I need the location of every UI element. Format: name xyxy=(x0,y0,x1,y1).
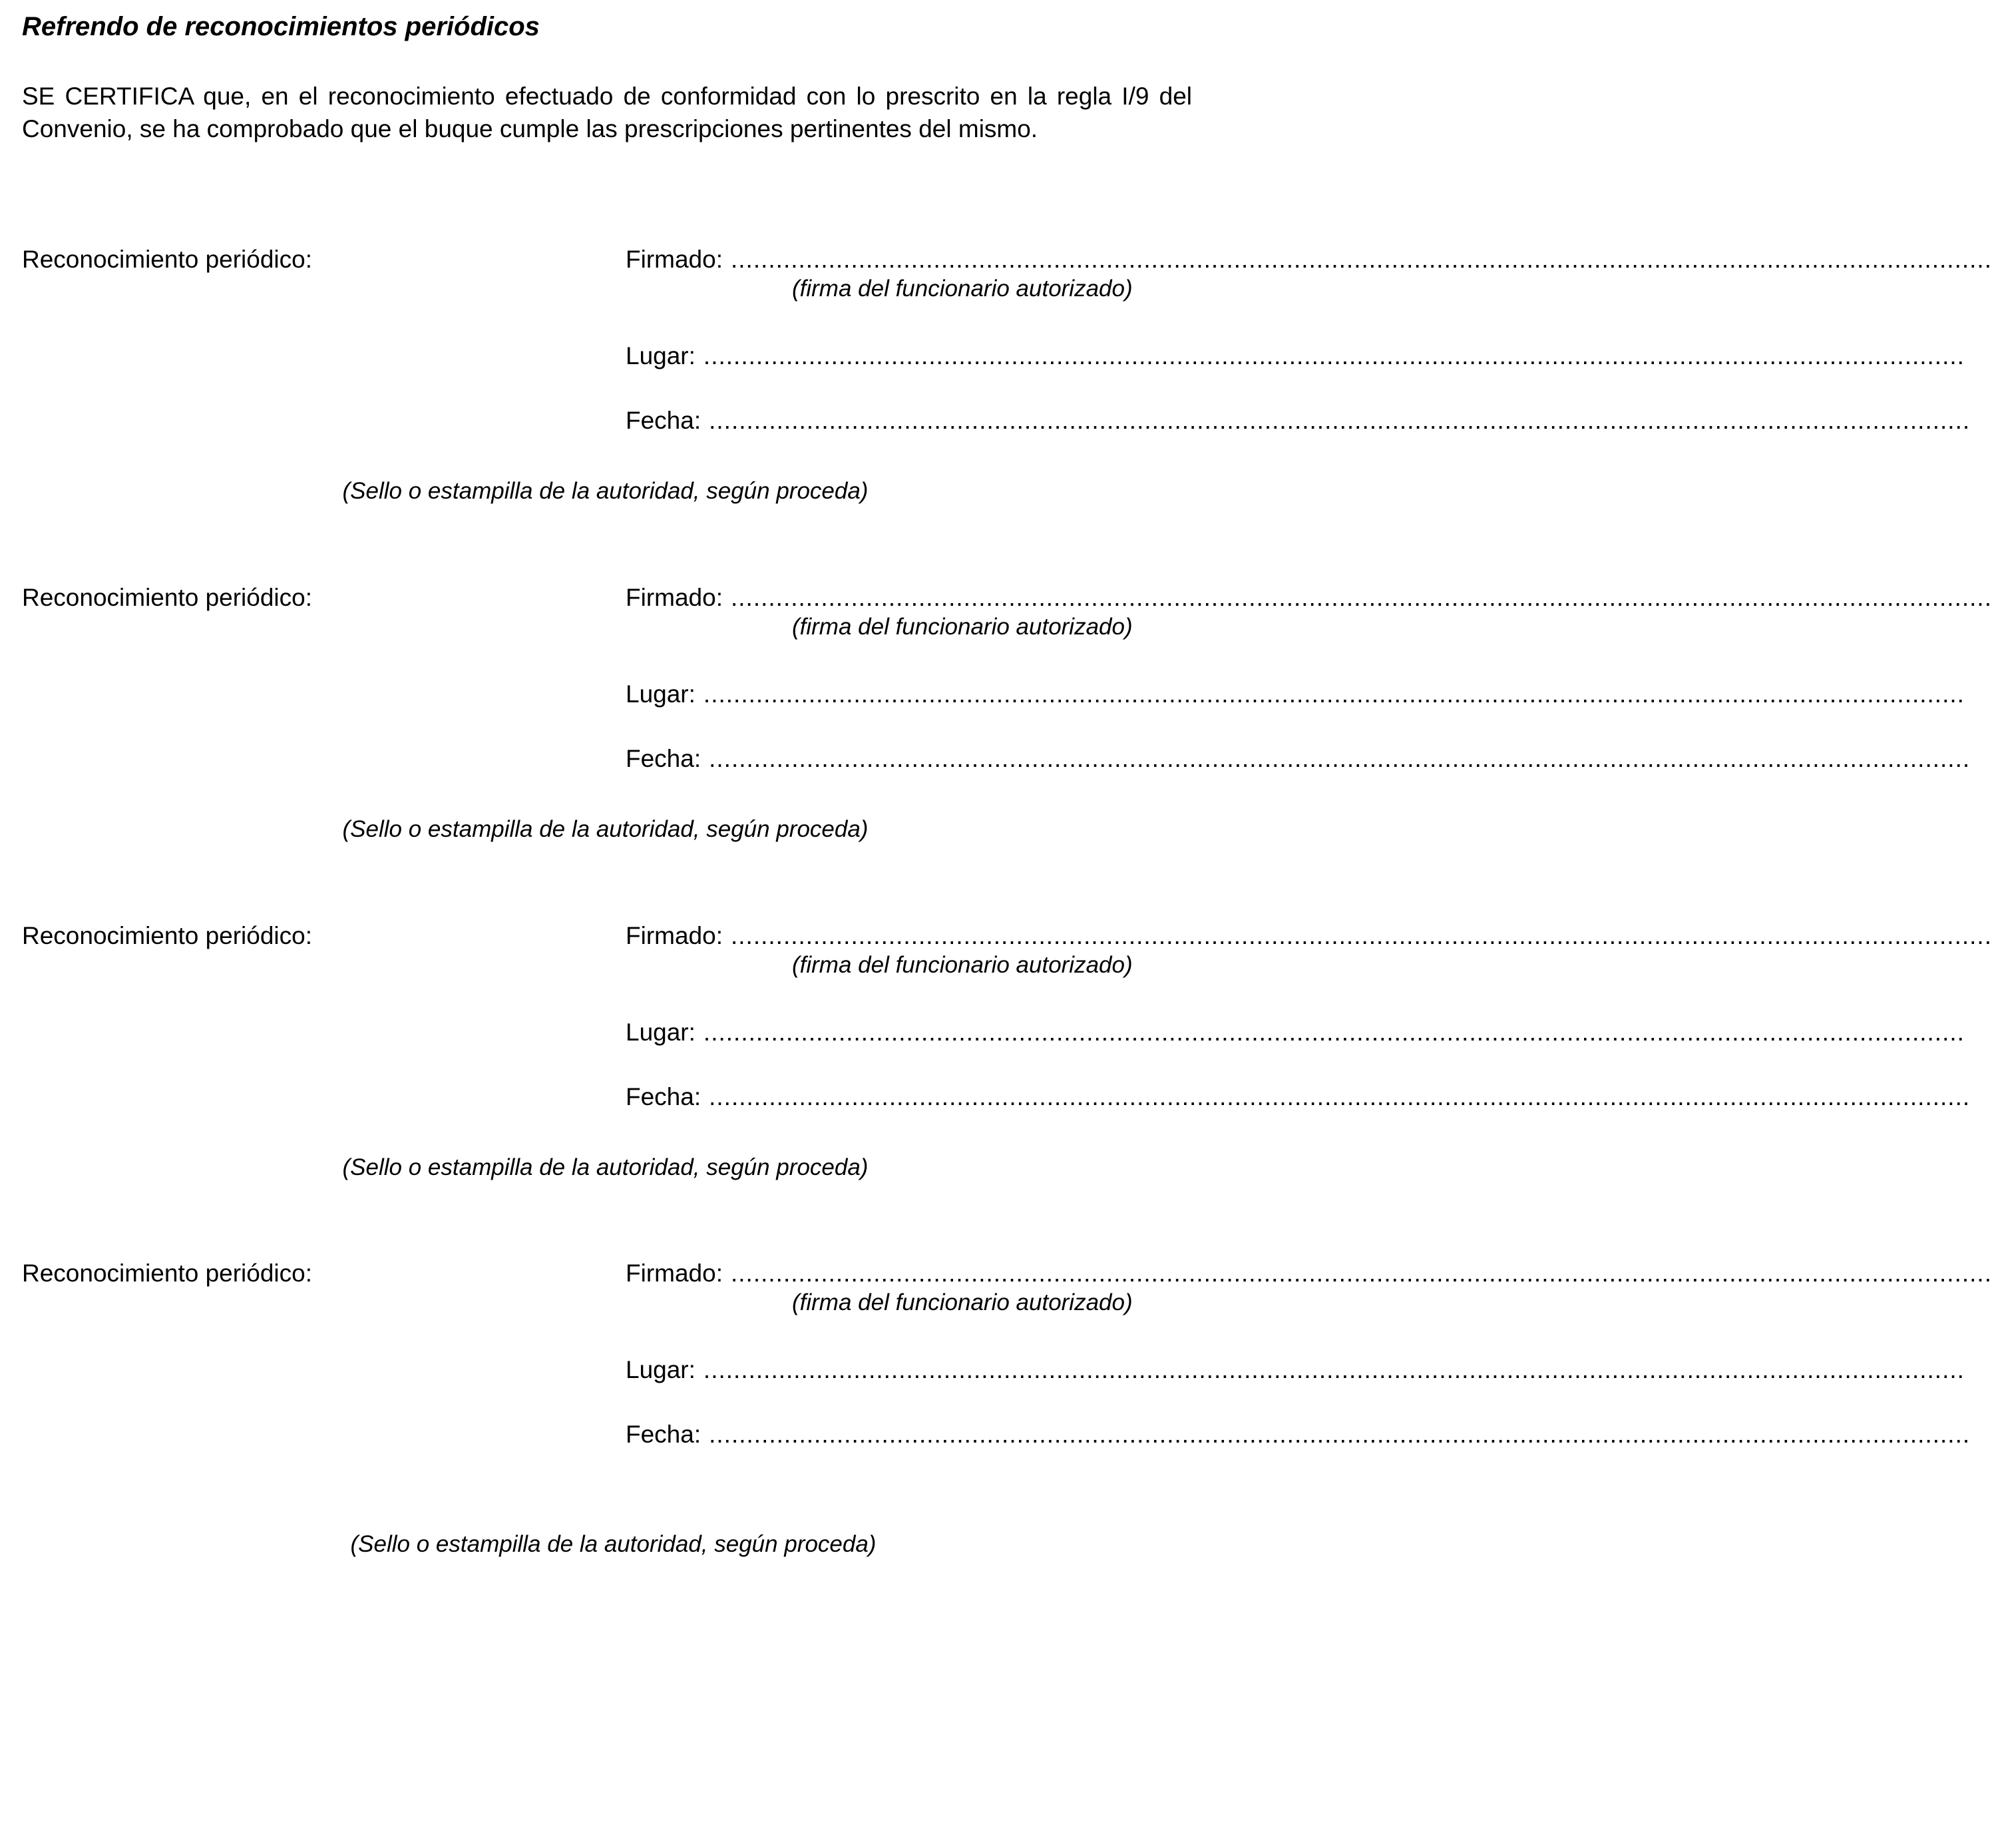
signed-label: Firmado: xyxy=(626,1260,723,1287)
place-field[interactable] xyxy=(626,1355,1965,1385)
certification-paragraph: SE CERTIFICA que, en el reconocimiento efectuado de conformidad con lo prescrito en la regla I/9 del Convenio, se ha comprobado que el buque cumple las prescripciones pertinentes del mismo. xyxy=(22,83,1192,142)
place-dotted-line: ........................................................................................................................................................................ xyxy=(703,1356,1965,1383)
seal-caption: (Sello o estampilla de la autoridad, según proceda) xyxy=(342,478,869,504)
signed-field[interactable] xyxy=(626,921,1992,951)
place-label: Lugar: xyxy=(626,342,696,369)
signed-field[interactable] xyxy=(626,1259,1992,1288)
place-field[interactable] xyxy=(626,342,1965,371)
signature-caption: (firma del funcionario autorizado) xyxy=(792,276,1133,302)
date-dotted-line: ........................................................................................................................................................................ xyxy=(709,407,1971,434)
place-label: Lugar: xyxy=(626,1356,696,1383)
signed-label: Firmado: xyxy=(626,246,723,273)
seal-caption: (Sello o estampilla de la autoridad, según proceda) xyxy=(342,1154,869,1180)
date-label: Fecha: xyxy=(626,407,701,434)
date-dotted-line: ........................................................................................................................................................................ xyxy=(709,1421,1971,1448)
signed-label: Firmado: xyxy=(626,922,723,949)
place-field[interactable] xyxy=(626,1018,1965,1047)
place-dotted-line: ........................................................................................................................................................................ xyxy=(703,680,1965,708)
date-label: Fecha: xyxy=(626,1421,701,1448)
survey-type-label: Reconocimiento periódico: xyxy=(22,922,313,949)
signed-field[interactable] xyxy=(626,245,1992,274)
place-field[interactable] xyxy=(626,680,1965,709)
document-heading: Refrendo de reconocimientos periódicos xyxy=(22,12,540,41)
date-field[interactable] xyxy=(626,1420,1971,1449)
survey-type-label: Reconocimiento periódico: xyxy=(22,584,313,611)
date-label: Fecha: xyxy=(626,745,701,772)
signature-dotted-line: ........................................................................................................................................................................ xyxy=(730,922,1992,949)
date-dotted-line: ........................................................................................................................................................................ xyxy=(709,1083,1971,1110)
date-dotted-line: ........................................................................................................................................................................ xyxy=(709,745,1971,772)
signed-field[interactable] xyxy=(626,583,1992,612)
date-label: Fecha: xyxy=(626,1083,701,1110)
signature-caption: (firma del funcionario autorizado) xyxy=(792,952,1133,978)
place-dotted-line: ........................................................................................................................................................................ xyxy=(703,1019,1965,1046)
date-field[interactable] xyxy=(626,1082,1971,1112)
signature-dotted-line: ........................................................................................................................................................................ xyxy=(730,584,1992,611)
place-label: Lugar: xyxy=(626,1019,696,1046)
signature-dotted-line: ........................................................................................................................................................................ xyxy=(730,1260,1992,1287)
seal-caption: (Sello o estampilla de la autoridad, según proceda) xyxy=(350,1531,877,1557)
place-label: Lugar: xyxy=(626,680,696,708)
place-dotted-line: ........................................................................................................................................................................ xyxy=(703,342,1965,369)
seal-caption: (Sello o estampilla de la autoridad, según proceda) xyxy=(342,816,869,842)
endorsement-block xyxy=(0,1259,1992,1538)
signature-caption: (firma del funcionario autorizado) xyxy=(792,1289,1133,1315)
signature-dotted-line: ........................................................................................................................................................................ xyxy=(730,246,1992,273)
survey-type-label: Reconocimiento periódico: xyxy=(22,1260,313,1287)
signed-label: Firmado: xyxy=(626,584,723,611)
date-field[interactable] xyxy=(626,744,1971,774)
signature-caption: (firma del funcionario autorizado) xyxy=(792,614,1133,640)
survey-type-label: Reconocimiento periódico: xyxy=(22,246,313,273)
date-field[interactable] xyxy=(626,406,1971,435)
